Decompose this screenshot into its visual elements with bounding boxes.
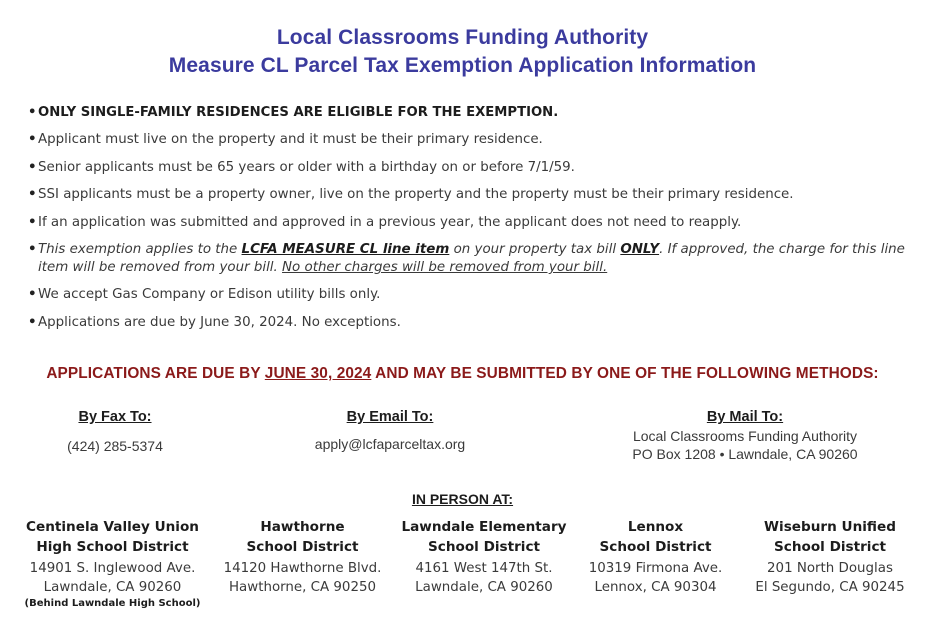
note-text: on your property tax bill xyxy=(449,241,621,257)
fax-method xyxy=(40,409,190,455)
district-city: Lawndale, CA 90260 xyxy=(43,580,182,595)
mail-method xyxy=(595,409,895,463)
note-text: . If approved, the charge for this line item will be removed from your bill. xyxy=(38,241,905,275)
eligibility-item: • If an application was submitted and approved in a previous year, the applicant does not need to reapply. xyxy=(28,214,908,232)
page-title-subject: Measure CL Parcel Tax Exemption Application Information xyxy=(168,54,757,77)
due-date: JUNE 30, 2024 xyxy=(264,365,372,382)
district-lennox xyxy=(578,517,733,597)
district-city: El Segundo, CA 90245 xyxy=(755,580,905,595)
district-address: 4161 West 147th St. xyxy=(415,561,553,576)
eligibility-item: • Applicant must live on the property and it must be their primary residence. xyxy=(28,131,908,149)
district-city: Lawndale, CA 90260 xyxy=(415,580,553,595)
district-hawthorne xyxy=(215,517,390,597)
district-location-note: (Behind Lawndale High School) xyxy=(24,598,201,609)
district-name: Hawthorne xyxy=(260,519,345,535)
district-lawndale-elementary xyxy=(398,517,570,597)
fax-number: (424) 285-5374 xyxy=(67,438,163,454)
district-name: School District xyxy=(599,539,712,555)
eligibility-item: • SSI applicants must be a property owner, live on the property and the property must be their primary residence. xyxy=(28,186,908,204)
eligibility-list xyxy=(28,104,908,341)
district-centinela-valley xyxy=(20,517,205,610)
in-person-heading: IN PERSON AT: xyxy=(411,491,514,507)
eligibility-item: • Senior applicants must be 65 years or older with a birthday on or before 7/1/59. xyxy=(28,159,908,177)
due-notice-suffix: AND MAY BE SUBMITTED BY ONE OF THE FOLLOWING METHODS: xyxy=(371,365,879,382)
due-date-notice xyxy=(0,365,925,383)
district-name: Lawndale Elementary xyxy=(401,519,567,535)
district-wiseburn xyxy=(740,517,920,597)
district-city: Hawthorne, CA 90250 xyxy=(228,580,377,595)
district-name: School District xyxy=(773,539,887,555)
district-name: School District xyxy=(246,539,359,555)
line-item-emphasis: LCFA MEASURE CL line item xyxy=(241,241,450,257)
district-name: Wiseburn Unified xyxy=(764,519,896,535)
mail-recipient: Local Classrooms Funding Authority xyxy=(632,428,858,444)
fax-heading: By Fax To: xyxy=(78,409,152,425)
district-address: 201 North Douglas xyxy=(767,561,893,576)
email-method xyxy=(290,409,490,453)
note-text: This exemption applies to the xyxy=(38,241,242,257)
no-other-charges-emphasis: No other charges will be removed from your bill. xyxy=(282,259,608,275)
district-name: Centinela Valley Union xyxy=(26,519,199,535)
district-city: Lennox, CA 90304 xyxy=(594,580,717,595)
email-address[interactable]: apply@lcfaparceltax.org xyxy=(314,436,466,452)
eligibility-item: • ONLY SINGLE-FAMILY RESIDENCES ARE ELIGIBLE FOR THE EXEMPTION. xyxy=(28,104,908,122)
district-address: 14120 Hawthorne Blvd. xyxy=(223,561,382,576)
eligibility-item: • We accept Gas Company or Edison utility bills only. xyxy=(28,286,908,304)
district-name: School District xyxy=(427,539,541,555)
eligibility-item: • Applications are due by June 30, 2024. No exceptions. xyxy=(28,314,908,332)
district-address: 14901 S. Inglewood Ave. xyxy=(29,561,196,576)
page-title-organization: Local Classrooms Funding Authority xyxy=(276,26,649,49)
district-address: 10319 Firmona Ave. xyxy=(588,561,723,576)
mail-heading: By Mail To: xyxy=(706,409,784,425)
due-notice-prefix: APPLICATIONS ARE DUE BY xyxy=(46,365,265,382)
email-heading: By Email To: xyxy=(346,409,434,425)
mail-address: PO Box 1208 • Lawndale, CA 90260 xyxy=(632,446,858,462)
only-emphasis: ONLY xyxy=(620,241,660,257)
district-name: Lennox xyxy=(627,519,684,535)
district-name: High School District xyxy=(36,539,189,555)
eligibility-item-line-item-note xyxy=(28,241,908,277)
